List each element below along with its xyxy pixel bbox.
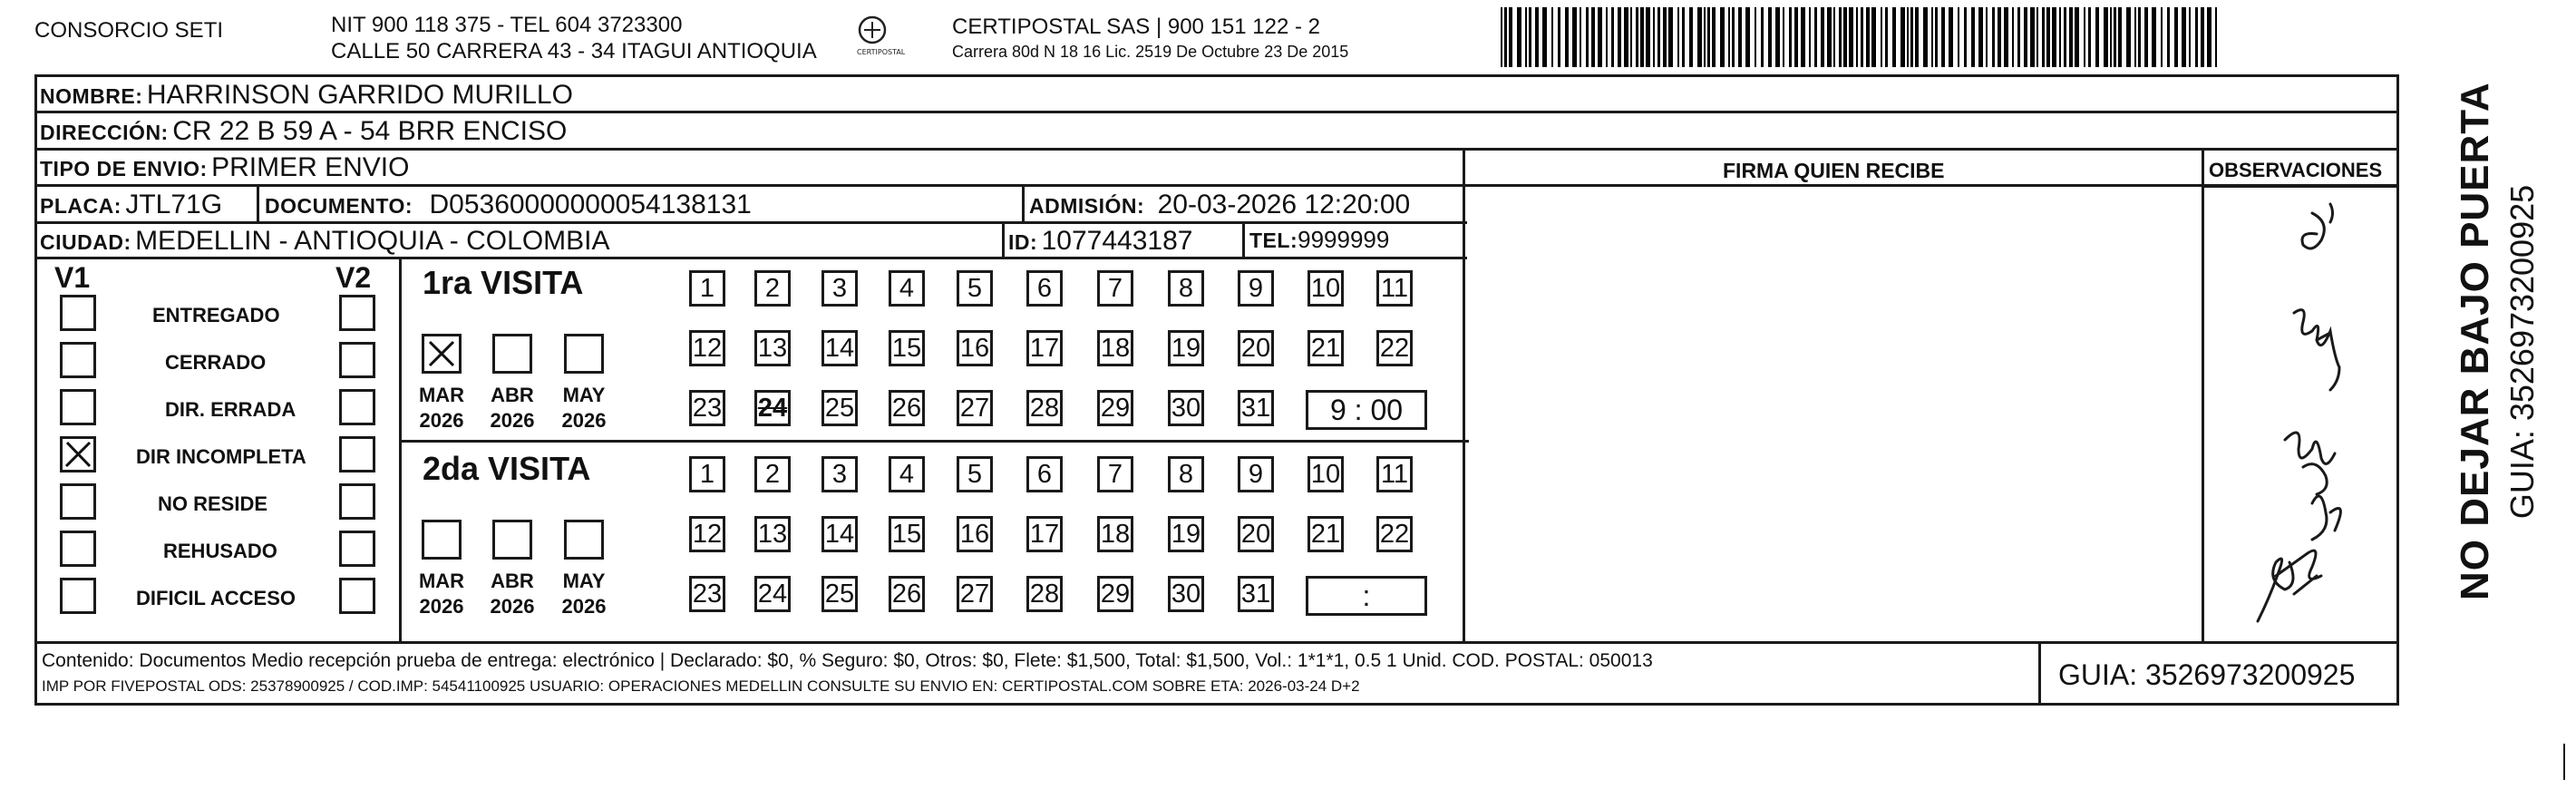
- barcode-bar: [1833, 7, 1835, 67]
- time-box[interactable]: 9 : 00: [1306, 390, 1427, 430]
- day-box[interactable]: 19: [1168, 330, 1204, 366]
- footer-contenido: Contenido: Documentos Medio recepción prueba de entrega: electrónico | Declarado: $0, % Seguro: $0, Otros: $0, Flete: $1,500, Total: $1,500, Vol.: 1*1*1, 0.5 1 Unid. COD. POSTAL: 050013: [42, 650, 1653, 671]
- v2-checkbox[interactable]: [339, 295, 375, 331]
- barcode-bar: [1657, 7, 1660, 67]
- v2-checkbox[interactable]: [339, 389, 375, 425]
- day-box[interactable]: 30: [1168, 576, 1204, 612]
- status-option-label: REHUSADO: [163, 540, 277, 562]
- day-box[interactable]: 14: [821, 516, 858, 552]
- barcode-bar: [1529, 7, 1531, 67]
- barcode-bar: [1775, 7, 1780, 67]
- barcode-bar: [1935, 7, 1938, 67]
- barcode-bar: [2052, 7, 2056, 67]
- barcode-bar: [2182, 7, 2186, 67]
- v1-checkbox[interactable]: [60, 483, 96, 520]
- address-line: CALLE 50 CARRERA 43 - 34 ITAGUI ANTIOQUIA: [331, 39, 817, 63]
- day-box[interactable]: 30: [1168, 390, 1204, 426]
- month-checkbox[interactable]: [564, 334, 604, 374]
- barcode-bar: [2059, 7, 2061, 67]
- barcode-bar: [1606, 7, 1608, 67]
- day-box[interactable]: 25: [821, 390, 858, 426]
- day-box[interactable]: 28: [1026, 576, 1063, 612]
- month-label: ABR 2026: [490, 570, 535, 618]
- day-box[interactable]: 23: [689, 390, 725, 426]
- status-option-label: NO RESIDE: [158, 492, 268, 515]
- barcode-bar: [1504, 7, 1507, 67]
- barcode-bar: [2201, 7, 2204, 67]
- barcode-bar: [1861, 7, 1863, 67]
- barcode-bar: [2084, 7, 2085, 67]
- barcode-bar: [2030, 7, 2035, 67]
- barcode-bar: [1801, 7, 1805, 67]
- barcode-bar: [1611, 7, 1614, 67]
- side-warning: NO DEJAR BAJO PUERTA: [2453, 82, 2497, 600]
- day-box[interactable]: 27: [957, 576, 993, 612]
- certipostal-line: CERTIPOSTAL SAS | 900 151 122 - 2: [952, 15, 1320, 39]
- barcode-bar: [1630, 7, 1632, 67]
- barcode-bar: [1728, 7, 1730, 67]
- barcode-bar: [1814, 7, 1817, 67]
- license-line: Carrera 80d N 18 16 Lic. 2519 De Octubre 23 De 2015: [952, 43, 1349, 61]
- barcode-bar: [1565, 7, 1569, 67]
- barcode-bar: [1509, 7, 1512, 67]
- barcode-bar: [2215, 7, 2217, 67]
- barcode-bar: [1907, 7, 1909, 67]
- barcode-bar: [1712, 7, 1716, 67]
- admision-value: 20-03-2026 12:20:00: [1157, 190, 1411, 219]
- barcode-bar: [2161, 7, 2163, 67]
- barcode-bar: [1704, 7, 1706, 67]
- month-checkbox[interactable]: [492, 520, 532, 560]
- barcode-bar: [1821, 7, 1824, 67]
- barcode-bar: [2134, 7, 2136, 67]
- day-box[interactable]: 10: [1307, 456, 1344, 492]
- barcode-bar: [1677, 7, 1679, 67]
- day-box[interactable]: 14: [821, 330, 858, 366]
- barcode-bar: [1871, 7, 1876, 67]
- v1-checkbox[interactable]: [60, 295, 96, 331]
- barcode-bar: [1755, 7, 1756, 67]
- side-panel: [2412, 82, 2541, 626]
- month-checkbox[interactable]: [422, 334, 462, 374]
- id-label: ID:: [1008, 230, 1038, 254]
- day-box[interactable]: 4: [889, 270, 925, 307]
- id-value: 1077443187: [1041, 226, 1193, 256]
- documento-label: DOCUMENTO:: [265, 194, 413, 218]
- day-box[interactable]: 12: [689, 330, 725, 366]
- barcode-bar: [1697, 7, 1702, 67]
- barcode-bar: [1789, 7, 1792, 67]
- v1-label: V1: [54, 261, 91, 294]
- status-option-label: ENTREGADO: [152, 304, 280, 326]
- day-box[interactable]: 28: [1026, 390, 1063, 426]
- day-box[interactable]: 7: [1097, 456, 1133, 492]
- certipostal-logo: [857, 15, 906, 56]
- barcode-bar: [2046, 7, 2050, 67]
- barcode-bar: [1682, 7, 1685, 67]
- barcode-bar: [1551, 7, 1553, 67]
- nombre-label: NOMBRE:: [40, 84, 143, 108]
- barcode-bar: [2095, 7, 2099, 67]
- barcode-bar: [1931, 7, 1933, 67]
- day-box[interactable]: 18: [1097, 516, 1133, 552]
- day-box[interactable]: 4: [889, 456, 925, 492]
- barcode-bar: [2207, 7, 2211, 67]
- barcode-bar: [1668, 7, 1673, 67]
- barcode-bar: [1866, 7, 1870, 67]
- day-box[interactable]: 5: [957, 270, 993, 307]
- barcode-bar: [2042, 7, 2045, 67]
- barcode-bar: [1978, 7, 1983, 67]
- barcode-bar: [2174, 7, 2178, 67]
- barcode-bar: [2138, 7, 2141, 67]
- barcode-bar: [2069, 7, 2073, 67]
- tipo-envio-label: TIPO DE ENVIO:: [40, 157, 208, 180]
- barcode-bar: [1535, 7, 1539, 67]
- v1-checkbox[interactable]: [60, 389, 96, 425]
- check-mark-icon: [424, 336, 459, 371]
- barcode-bar: [2118, 7, 2122, 67]
- day-box[interactable]: 26: [889, 390, 925, 426]
- barcode-bar: [2075, 7, 2079, 67]
- day-box[interactable]: 9: [1238, 270, 1274, 307]
- month-label: MAY 2026: [561, 570, 607, 618]
- barcode-bar: [1881, 7, 1882, 67]
- barcode-bar: [2104, 7, 2108, 67]
- barcode-bar: [1923, 7, 1928, 67]
- barcode-bar: [1761, 7, 1764, 67]
- barcode-bar: [2004, 7, 2008, 67]
- barcode-bar: [1986, 7, 1988, 67]
- barcode-bar: [2110, 7, 2112, 67]
- barcode-bar: [1794, 7, 1798, 67]
- barcode-bar: [2017, 7, 2020, 67]
- month-label: MAR 2026: [418, 384, 465, 432]
- firma-header: FIRMA QUIEN RECIBE: [1723, 159, 1945, 182]
- day-box[interactable]: 16: [957, 516, 993, 552]
- barcode-bar: [2036, 7, 2038, 67]
- barcode-bar: [2114, 7, 2116, 67]
- day-box[interactable]: 17: [1026, 516, 1063, 552]
- day-box[interactable]: 21: [1307, 330, 1344, 366]
- barcode-bar: [1827, 7, 1832, 67]
- barcode-bar: [1525, 7, 1527, 67]
- barcode-bar: [1586, 7, 1589, 67]
- v2-checkbox[interactable]: [339, 483, 375, 520]
- visit-title: 2da VISITA: [423, 450, 591, 487]
- v1-checkbox[interactable]: [60, 578, 96, 614]
- ciudad-label: CIUDAD:: [40, 230, 131, 254]
- day-box[interactable]: 29: [1097, 576, 1133, 612]
- barcode-bar: [1839, 7, 1842, 67]
- day-box[interactable]: 2: [754, 456, 791, 492]
- barcode: [1501, 7, 2226, 69]
- day-box[interactable]: 12: [689, 516, 725, 552]
- day-box-marked[interactable]: 24: [754, 390, 791, 426]
- day-box[interactable]: 17: [1026, 330, 1063, 366]
- day-box[interactable]: 31: [1238, 576, 1274, 612]
- v1-checkbox[interactable]: [60, 531, 96, 567]
- barcode-bar: [1663, 7, 1667, 67]
- barcode-bar: [1892, 7, 1896, 67]
- tipo-envio-value: PRIMER ENVIO: [211, 152, 410, 182]
- barcode-bar: [2088, 7, 2091, 67]
- barcode-bar: [1900, 7, 1905, 67]
- barcode-bar: [1624, 7, 1628, 67]
- barcode-bar: [2152, 7, 2156, 67]
- day-box[interactable]: 7: [1097, 270, 1133, 307]
- barcode-bar: [1640, 7, 1644, 67]
- barcode-bar: [2144, 7, 2148, 67]
- barcode-bar: [1992, 7, 1995, 67]
- direccion-label: DIRECCIÓN:: [40, 121, 169, 144]
- day-box[interactable]: 8: [1168, 270, 1204, 307]
- nit-line: NIT 900 118 375 - TEL 604 3723300: [331, 13, 683, 37]
- barcode-bar: [1998, 7, 2001, 67]
- day-box[interactable]: 10: [1307, 270, 1344, 307]
- day-box[interactable]: 6: [1026, 270, 1063, 307]
- barcode-bar: [1689, 7, 1693, 67]
- month-checkbox[interactable]: [492, 334, 532, 374]
- day-box[interactable]: 22: [1376, 330, 1413, 366]
- day-box[interactable]: 20: [1238, 516, 1274, 552]
- barcode-bar: [1738, 7, 1742, 67]
- tel-label: TEL:: [1249, 229, 1298, 252]
- barcode-bar: [1591, 7, 1595, 67]
- day-box[interactable]: 1: [689, 270, 725, 307]
- visit-title: 1ra VISITA: [423, 264, 584, 301]
- barcode-bar: [1707, 7, 1710, 67]
- day-box[interactable]: 27: [957, 390, 993, 426]
- check-mark-icon: [63, 439, 93, 470]
- day-box[interactable]: 23: [689, 576, 725, 612]
- day-box[interactable]: 29: [1097, 390, 1133, 426]
- barcode-bar: [1843, 7, 1847, 67]
- ciudad-value: MEDELLIN - ANTIOQUIA - COLOMBIA: [135, 226, 610, 256]
- corner-mark: [2536, 744, 2565, 780]
- day-box[interactable]: 18: [1097, 330, 1133, 366]
- status-option-label: DIFICIL ACCESO: [136, 587, 296, 609]
- barcode-bar: [1501, 7, 1502, 67]
- month-label: MAR 2026: [418, 570, 465, 618]
- barcode-bar: [2189, 7, 2191, 67]
- status-option-label: DIR. ERRADA: [165, 398, 296, 421]
- month-checkbox[interactable]: [564, 520, 604, 560]
- barcode-bar: [2126, 7, 2131, 67]
- day-box[interactable]: 6: [1026, 456, 1063, 492]
- placa-label: PLACA:: [40, 194, 122, 218]
- documento-value: D053600000000541381​31: [429, 190, 752, 219]
- day-box[interactable]: 22: [1376, 516, 1413, 552]
- status-option-label: DIR INCOMPLETA: [136, 445, 306, 468]
- v2-checkbox[interactable]: [339, 342, 375, 378]
- footer-imp-line: IMP POR FIVEPOSTAL ODS: 25378900925 / COD.IMP: 54541100925 USUARIO: OPERACIONES MEDELLIN CONSULTE SU ENVIO EN: CERTIPOSTAL.COM SOBRE ETA: 2026-03-24 D+2: [42, 677, 1360, 695]
- day-box[interactable]: 11: [1376, 456, 1413, 492]
- barcode-bar: [1949, 7, 1953, 67]
- v2-checkbox[interactable]: [339, 578, 375, 614]
- day-box[interactable]: 31: [1238, 390, 1274, 426]
- observaciones-header: OBSERVACIONES: [2209, 159, 2383, 181]
- footer-guia: GUIA: 3526973200925: [2058, 658, 2356, 691]
- barcode-bar: [1856, 7, 1858, 67]
- day-box[interactable]: 20: [1238, 330, 1274, 366]
- barcode-bar: [1618, 7, 1621, 67]
- day-box[interactable]: 13: [754, 516, 791, 552]
- status-option-label: CERRADO: [165, 351, 267, 374]
- barcode-bar: [1849, 7, 1853, 67]
- company-name: CONSORCIO SETI: [34, 18, 224, 43]
- day-box[interactable]: 26: [889, 576, 925, 612]
- admision-label: ADMISIÓN:: [1029, 194, 1145, 218]
- handwritten-observation: [2203, 195, 2385, 639]
- month-checkbox[interactable]: [422, 520, 462, 560]
- v1-checkbox[interactable]: [60, 342, 96, 378]
- barcode-bar: [1598, 7, 1602, 67]
- barcode-bar: [1971, 7, 1975, 67]
- v1-checkbox[interactable]: [60, 436, 96, 472]
- barcode-bar: [1646, 7, 1650, 67]
- day-box[interactable]: 19: [1168, 516, 1204, 552]
- barcode-bar: [1636, 7, 1638, 67]
- day-box[interactable]: 8: [1168, 456, 1204, 492]
- barcode-bar: [2024, 7, 2027, 67]
- month-label: MAY 2026: [561, 384, 607, 432]
- day-box[interactable]: 9: [1238, 456, 1274, 492]
- day-box[interactable]: 21: [1307, 516, 1344, 552]
- day-box[interactable]: 1: [689, 456, 725, 492]
- day-box[interactable]: 11: [1376, 270, 1413, 307]
- handwriting-text: [2208, 1, 2209, 2]
- barcode-bar: [1915, 7, 1919, 67]
- day-box[interactable]: 3: [821, 456, 858, 492]
- barcode-bar: [1783, 7, 1784, 67]
- barcode-bar: [2167, 7, 2170, 67]
- barcode-bar: [1910, 7, 1913, 67]
- day-box[interactable]: 3: [821, 270, 858, 307]
- time-box[interactable]: :: [1306, 576, 1427, 616]
- barcode-bar: [1768, 7, 1772, 67]
- direccion-value: CR 22 B 59 A - 54 BRR ENCISO: [172, 116, 568, 146]
- barcode-bar: [1572, 7, 1577, 67]
- barcode-bar: [1580, 7, 1581, 67]
- day-box[interactable]: 13: [754, 330, 791, 366]
- logo-text: CERTIPOSTAL: [857, 48, 906, 56]
- v2-label: V2: [335, 261, 372, 294]
- barcode-bar: [1732, 7, 1735, 67]
- nombre-value: HARRINSON GARRIDO MURILLO: [146, 80, 573, 110]
- tel-value: 9999999: [1298, 226, 1390, 253]
- barcode-bar: [1809, 7, 1811, 67]
- day-box[interactable]: 16: [957, 330, 993, 366]
- day-box[interactable]: 5: [957, 456, 993, 492]
- barcode-bar: [1720, 7, 1725, 67]
- barcode-bar: [1517, 7, 1521, 67]
- day-box[interactable]: 15: [889, 516, 925, 552]
- barcode-bar: [1653, 7, 1655, 67]
- barcode-bar: [2195, 7, 2198, 67]
- barcode-bar: [1885, 7, 1888, 67]
- month-label: ABR 2026: [490, 384, 535, 432]
- barcode-bar: [1964, 7, 1967, 67]
- v2-checkbox[interactable]: [339, 531, 375, 567]
- barcode-bar: [2064, 7, 2066, 67]
- day-box[interactable]: 24: [754, 576, 791, 612]
- barcode-bar: [1558, 7, 1560, 67]
- barcode-bar: [1941, 7, 1945, 67]
- barcode-bar: [1542, 7, 1547, 67]
- day-box[interactable]: 25: [821, 576, 858, 612]
- day-box[interactable]: 15: [889, 330, 925, 366]
- v2-checkbox[interactable]: [339, 436, 375, 472]
- barcode-bar: [1958, 7, 1959, 67]
- placa-value: JTL71G: [125, 190, 223, 219]
- barcode-bar: [1745, 7, 1750, 67]
- barcode-bar: [2012, 7, 2014, 67]
- day-box[interactable]: 2: [754, 270, 791, 307]
- side-guia: GUIA: 3526973200925: [2503, 184, 2541, 520]
